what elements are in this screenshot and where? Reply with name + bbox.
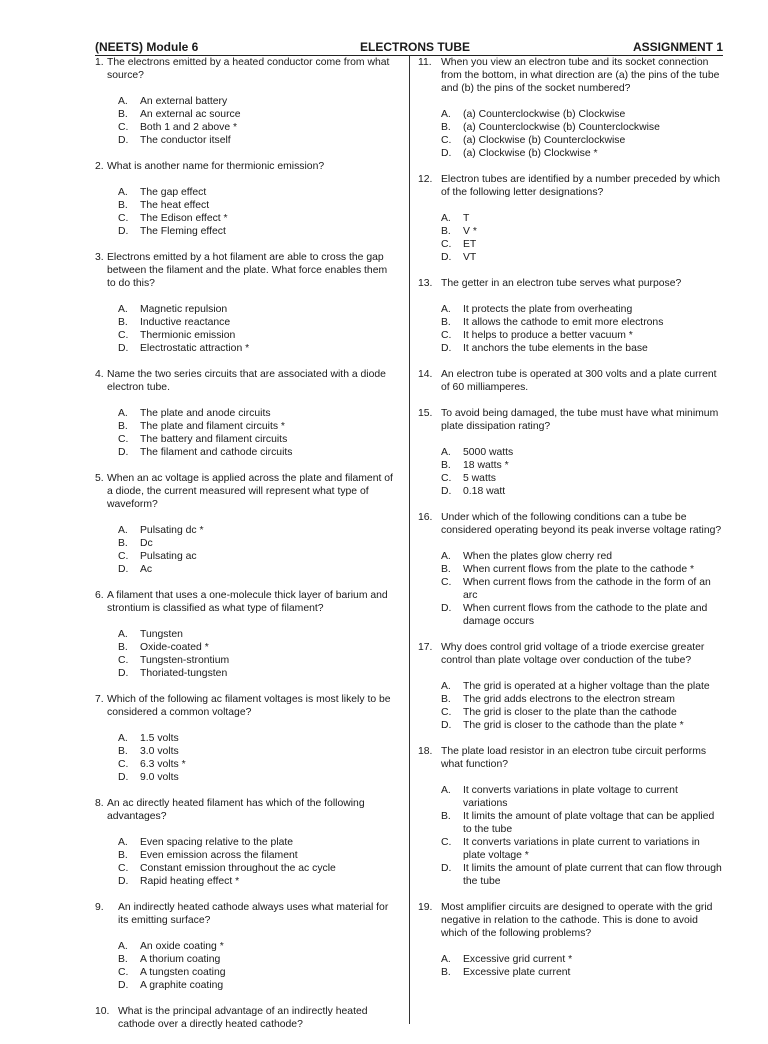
question-number: 5.	[95, 473, 104, 484]
question	[418, 368, 724, 394]
option-letter: A.	[441, 447, 451, 458]
question-text	[95, 251, 395, 290]
answer-option	[418, 212, 724, 225]
option-text: Even emission across the filament	[140, 850, 298, 861]
question-text	[418, 407, 724, 433]
option-letter: C.	[118, 759, 129, 770]
question-text	[95, 693, 395, 719]
question-stem: To avoid being damaged, the tube must have what minimum plate dissipation rating?	[441, 408, 719, 432]
option-text: It protects the plate from overheating	[463, 304, 633, 315]
question-text	[95, 901, 395, 927]
option-letter: D.	[118, 668, 129, 679]
option-text: A tungsten coating	[140, 967, 226, 978]
question-number: 16.	[418, 512, 433, 523]
answer-option	[418, 550, 724, 563]
answer-options	[418, 550, 724, 628]
option-text: The grid is closer to the cathode than the plate *	[463, 720, 684, 731]
answer-options	[418, 303, 724, 355]
question	[418, 173, 724, 264]
question-number: 18.	[418, 746, 433, 757]
question-number: 4.	[95, 369, 104, 380]
question-number: 14.	[418, 369, 433, 380]
answer-option	[418, 342, 724, 355]
question-stem: What is the principal advantage of an indirectly heated cathode over a directly heated cathode?	[118, 1006, 368, 1030]
question	[95, 251, 395, 355]
answer-options	[418, 446, 724, 498]
question-stem: When an ac voltage is applied across the plate and filament of a diode, the current measured will represent what type of waveform?	[107, 473, 393, 510]
option-letter: B.	[441, 460, 451, 471]
question-number: 3.	[95, 252, 104, 263]
option-text: It helps to produce a better vacuum *	[463, 330, 633, 341]
option-letter: B.	[118, 642, 128, 653]
answer-option	[418, 121, 724, 134]
option-letter: D.	[118, 135, 129, 146]
question-number: 19.	[418, 902, 433, 913]
question-stem: Why does control grid voltage of a triode exercise greater control than plate voltage over conduction of the tube?	[441, 642, 705, 666]
option-letter: D.	[441, 148, 452, 159]
question	[95, 160, 395, 238]
question-number: 1.	[95, 57, 104, 68]
option-text: The conductor itself	[140, 135, 231, 146]
option-text: It converts variations in plate current to variations in plate voltage *	[463, 837, 700, 861]
option-text: Pulsating ac	[140, 551, 197, 562]
option-letter: B.	[118, 109, 128, 120]
option-text: The gap effect	[140, 187, 207, 198]
option-text: Even spacing relative to the plate	[140, 837, 294, 848]
answer-option	[418, 719, 724, 732]
question	[418, 407, 724, 498]
option-letter: B.	[118, 746, 128, 757]
question	[418, 511, 724, 628]
question-stem: Name the two series circuits that are associated with a diode electron tube.	[107, 369, 386, 393]
answer-option	[418, 563, 724, 576]
question-stem: Most amplifier circuits are designed to operate with the grid negative in relation to the cathode. This is done to avoid which of the following problems?	[441, 902, 713, 939]
answer-option	[95, 875, 395, 888]
option-letter: B.	[441, 122, 451, 133]
option-letter: A.	[118, 187, 128, 198]
option-text: The battery and filament circuits	[140, 434, 288, 445]
option-text: Excessive plate current	[463, 967, 571, 978]
option-letter: A.	[441, 213, 451, 224]
option-letter: D.	[118, 447, 129, 458]
option-text: (a) Clockwise (b) Clockwise *	[463, 148, 598, 159]
option-letter: B.	[441, 564, 451, 575]
answer-option	[95, 849, 395, 862]
option-letter: D.	[441, 720, 452, 731]
option-letter: A.	[441, 954, 451, 965]
question-number: 17.	[418, 642, 433, 653]
question	[95, 56, 395, 147]
question-text	[95, 368, 395, 394]
answer-options	[95, 940, 395, 992]
question-text	[95, 589, 395, 615]
question-text	[95, 1005, 395, 1031]
answer-option	[418, 459, 724, 472]
answer-option	[418, 810, 724, 836]
question	[95, 693, 395, 784]
option-letter: C.	[118, 655, 129, 666]
answer-option	[95, 641, 395, 654]
option-letter: C.	[441, 473, 452, 484]
question-stem: Electron tubes are identified by a number preceded by which of the following letter designations?	[441, 174, 720, 198]
question-text	[418, 368, 724, 394]
option-text: T	[463, 213, 470, 224]
question-number: 11.	[418, 57, 432, 68]
option-letter: A.	[441, 785, 451, 796]
answer-option	[418, 147, 724, 160]
option-text: Thermionic emission	[140, 330, 236, 341]
question-text	[418, 511, 724, 537]
option-letter: D.	[118, 980, 129, 991]
option-text: Rapid heating effect *	[140, 876, 240, 887]
option-letter: A.	[118, 525, 128, 536]
option-text: An external battery	[140, 96, 228, 107]
question-stem: Which of the following ac filament voltages is most likely to be considered a common voltage?	[107, 694, 391, 718]
answer-option	[95, 225, 395, 238]
option-letter: D.	[118, 343, 129, 354]
page-header	[95, 40, 723, 56]
question-text	[418, 277, 724, 290]
option-text: The heat effect	[140, 200, 210, 211]
option-text: 6.3 volts *	[140, 759, 186, 770]
answer-option	[95, 953, 395, 966]
option-letter: D.	[441, 252, 452, 263]
option-letter: B.	[118, 538, 128, 549]
question-stem: Under which of the following conditions can a tube be considered operating beyond its peak inverse voltage rating?	[441, 512, 722, 536]
question-text	[95, 472, 395, 511]
option-letter: A.	[118, 408, 128, 419]
answer-options	[95, 186, 395, 238]
question-stem: An indirectly heated cathode always uses what material for its emitting surface?	[118, 902, 389, 926]
answer-option	[95, 199, 395, 212]
answer-option	[418, 680, 724, 693]
answer-option	[95, 407, 395, 420]
answer-option	[418, 784, 724, 810]
option-text: 9.0 volts	[140, 772, 179, 783]
answer-option	[418, 576, 724, 602]
option-text: Tungsten	[140, 629, 183, 640]
option-text: Tungsten-strontium	[140, 655, 230, 666]
option-text: When current flows from the cathode to the plate and damage occurs	[463, 603, 708, 627]
option-text: When the plates glow cherry red	[463, 551, 613, 562]
question	[95, 368, 395, 459]
option-letter: C.	[441, 707, 452, 718]
answer-option	[95, 745, 395, 758]
answer-option	[95, 771, 395, 784]
column-divider	[409, 56, 410, 1024]
question-stem: A filament that uses a one-molecule thick layer of barium and strontium is classified as what type of filament?	[107, 590, 388, 614]
question	[418, 277, 724, 355]
assignment-label: ASSIGNMENT 1	[632, 40, 723, 54]
option-text: V *	[463, 226, 477, 237]
option-text: (a) Counterclockwise (b) Clockwise	[463, 109, 626, 120]
question-stem: The electrons emitted by a heated conductor come from what source?	[107, 57, 390, 81]
answer-option	[418, 134, 724, 147]
question-stem: The plate load resistor in an electron tube circuit performs what function?	[441, 746, 707, 770]
question-number: 8.	[95, 798, 104, 809]
answer-option	[95, 628, 395, 641]
option-letter: D.	[118, 772, 129, 783]
option-letter: A.	[441, 681, 451, 692]
right-column	[418, 56, 724, 992]
question-number: 6.	[95, 590, 104, 601]
option-text: The plate and filament circuits *	[140, 421, 285, 432]
question-number: 13.	[418, 278, 433, 289]
option-text: Dc	[140, 538, 153, 549]
answer-option	[418, 316, 724, 329]
question-text	[95, 797, 395, 823]
question-number: 15.	[418, 408, 433, 419]
option-text: 1.5 volts	[140, 733, 179, 744]
option-text: Electrostatic attraction *	[140, 343, 250, 354]
answer-option	[95, 342, 395, 355]
answer-option	[95, 667, 395, 680]
option-text: It limits the amount of plate voltage that can be applied to the tube	[463, 811, 715, 835]
option-text: When current flows from the plate to the cathode *	[463, 564, 695, 575]
option-text: The grid adds electrons to the electron stream	[463, 694, 675, 705]
answer-option	[95, 732, 395, 745]
question-stem: What is another name for thermionic emission?	[107, 161, 325, 172]
answer-option	[418, 108, 724, 121]
module-title: (NEETS) Module 6	[95, 40, 199, 54]
option-letter: A.	[118, 304, 128, 315]
option-letter: C.	[118, 551, 129, 562]
option-letter: B.	[118, 200, 128, 211]
question-stem: An ac directly heated filament has which of the following advantages?	[107, 798, 365, 822]
answer-option	[95, 654, 395, 667]
question-stem: The getter in an electron tube serves what purpose?	[441, 278, 682, 289]
question-number: 9.	[95, 902, 104, 913]
option-text: ET	[463, 239, 477, 250]
option-letter: A.	[118, 629, 128, 640]
answer-option	[95, 134, 395, 147]
answer-option	[95, 979, 395, 992]
question-stem: An electron tube is operated at 300 volts and a plate current of 60 milliamperes.	[441, 369, 717, 393]
answer-option	[418, 446, 724, 459]
answer-option	[418, 836, 724, 862]
option-text: The filament and cathode circuits	[140, 447, 293, 458]
option-letter: D.	[441, 486, 452, 497]
answer-option	[418, 251, 724, 264]
option-text: 5 watts	[463, 473, 496, 484]
option-letter: C.	[441, 135, 452, 146]
option-letter: B.	[118, 850, 128, 861]
answer-options	[418, 953, 724, 979]
option-letter: D.	[118, 564, 129, 575]
document-title: ELECTRONS TUBE	[360, 40, 471, 54]
answer-option	[418, 485, 724, 498]
question-text	[95, 160, 395, 173]
answer-options	[418, 784, 724, 888]
question-text	[418, 56, 724, 95]
answer-option	[95, 563, 395, 576]
option-letter: B.	[118, 421, 128, 432]
option-text: Magnetic repulsion	[140, 304, 228, 315]
answer-options	[95, 836, 395, 888]
option-letter: D.	[441, 603, 452, 614]
option-letter: A.	[441, 551, 451, 562]
option-text: 5000 watts	[463, 447, 514, 458]
option-text: It allows the cathode to emit more electrons	[463, 317, 664, 328]
option-letter: C.	[118, 863, 129, 874]
option-letter: A.	[118, 96, 128, 107]
option-letter: B.	[118, 954, 128, 965]
option-letter: C.	[441, 239, 452, 250]
option-letter: C.	[118, 122, 129, 133]
answer-option	[95, 303, 395, 316]
option-letter: A.	[441, 304, 451, 315]
question-stem: Electrons emitted by a hot filament are able to cross the gap between the filament and the plate. What force enables them to do this?	[107, 252, 388, 289]
option-letter: D.	[118, 226, 129, 237]
answer-options	[95, 303, 395, 355]
question	[95, 901, 395, 992]
answer-option	[95, 836, 395, 849]
answer-options	[418, 108, 724, 160]
option-text: 18 watts *	[463, 460, 509, 471]
option-letter: D.	[441, 343, 452, 354]
option-letter: B.	[441, 967, 451, 978]
answer-option	[95, 95, 395, 108]
answer-options	[95, 628, 395, 680]
answer-option	[95, 420, 395, 433]
option-text: It anchors the tube elements in the base	[463, 343, 648, 354]
answer-options	[95, 732, 395, 784]
option-letter: C.	[441, 837, 452, 848]
answer-options	[418, 212, 724, 264]
answer-option	[418, 966, 724, 979]
option-letter: A.	[118, 837, 128, 848]
answer-option	[418, 238, 724, 251]
question	[95, 472, 395, 576]
answer-option	[418, 953, 724, 966]
option-text: The Fleming effect	[140, 226, 226, 237]
option-letter: B.	[118, 317, 128, 328]
option-letter: B.	[441, 226, 451, 237]
option-text: A thorium coating	[140, 954, 221, 965]
option-text: An oxide coating *	[140, 941, 224, 952]
answer-option	[95, 121, 395, 134]
left-column	[95, 56, 395, 1044]
option-letter: D.	[441, 863, 452, 874]
question-text	[418, 641, 724, 667]
question	[418, 745, 724, 888]
answer-option	[418, 329, 724, 342]
answer-option	[95, 316, 395, 329]
question	[418, 56, 724, 160]
question	[418, 901, 724, 979]
option-text: The grid is operated at a higher voltage than the plate	[463, 681, 710, 692]
question	[95, 589, 395, 680]
question-text	[418, 901, 724, 940]
question-text	[418, 173, 724, 199]
option-text: (a) Clockwise (b) Counterclockwise	[463, 135, 626, 146]
answer-option	[418, 706, 724, 719]
option-text: (a) Counterclockwise (b) Counterclockwise	[463, 122, 660, 133]
answer-option	[95, 329, 395, 342]
answer-option	[418, 303, 724, 316]
answer-option	[418, 693, 724, 706]
answer-options	[418, 680, 724, 732]
answer-option	[95, 212, 395, 225]
option-text: Thoriated-tungsten	[140, 668, 228, 679]
option-text: 0.18 watt	[463, 486, 506, 497]
option-letter: C.	[118, 330, 129, 341]
option-letter: C.	[441, 577, 452, 588]
answer-option	[95, 966, 395, 979]
answer-option	[418, 602, 724, 628]
option-letter: C.	[118, 213, 129, 224]
question-number: 2.	[95, 161, 104, 172]
answer-option	[95, 186, 395, 199]
option-text: The grid is closer to the plate than the cathode	[463, 707, 677, 718]
answer-options	[95, 407, 395, 459]
option-text: Pulsating dc *	[140, 525, 204, 536]
option-text: A graphite coating	[140, 980, 224, 991]
question-number: 10.	[95, 1006, 110, 1017]
option-text: VT	[463, 252, 477, 263]
option-letter: A.	[118, 733, 128, 744]
option-text: Ac	[140, 564, 153, 575]
answer-option	[95, 537, 395, 550]
option-text: The Edison effect *	[140, 213, 228, 224]
option-text: Oxide-coated *	[140, 642, 209, 653]
answer-option	[95, 758, 395, 771]
option-letter: C.	[441, 330, 452, 341]
option-letter: B.	[441, 694, 451, 705]
question-number: 12.	[418, 174, 433, 185]
answer-options	[95, 524, 395, 576]
answer-option	[95, 433, 395, 446]
answer-option	[95, 862, 395, 875]
answer-option	[95, 940, 395, 953]
answer-option	[418, 225, 724, 238]
answer-option	[95, 550, 395, 563]
question-text	[95, 56, 395, 82]
option-text: When current flows from the cathode in the form of an arc	[463, 577, 711, 601]
option-letter: A.	[118, 941, 128, 952]
question-text	[418, 745, 724, 771]
option-text: Excessive grid current *	[463, 954, 573, 965]
question-number: 7.	[95, 694, 104, 705]
option-text: It limits the amount of plate current that can flow through the tube	[463, 863, 722, 887]
option-letter: D.	[118, 876, 129, 887]
option-text: Constant emission throughout the ac cycle	[140, 863, 336, 874]
option-text: Inductive reactance	[140, 317, 231, 328]
answer-option	[95, 524, 395, 537]
answer-option	[418, 862, 724, 888]
option-letter: B.	[441, 317, 451, 328]
answer-option	[418, 472, 724, 485]
question	[95, 797, 395, 888]
option-text: Both 1 and 2 above *	[140, 122, 238, 133]
answer-option	[95, 108, 395, 121]
option-letter: C.	[118, 434, 129, 445]
option-letter: A.	[441, 109, 451, 120]
option-text: 3.0 volts	[140, 746, 179, 757]
question	[95, 1005, 395, 1031]
option-text: It converts variations in plate voltage to current variations	[463, 785, 678, 809]
answer-option	[95, 446, 395, 459]
option-letter: B.	[441, 811, 451, 822]
option-text: The plate and anode circuits	[140, 408, 271, 419]
option-text: An external ac source	[140, 109, 241, 120]
option-letter: C.	[118, 967, 129, 978]
answer-options	[95, 95, 395, 147]
question	[418, 641, 724, 732]
question-stem: When you view an electron tube and its socket connection from the bottom, in what direction are (a) the pins of the tube and (b) the pins of the socket numbered?	[441, 57, 720, 94]
